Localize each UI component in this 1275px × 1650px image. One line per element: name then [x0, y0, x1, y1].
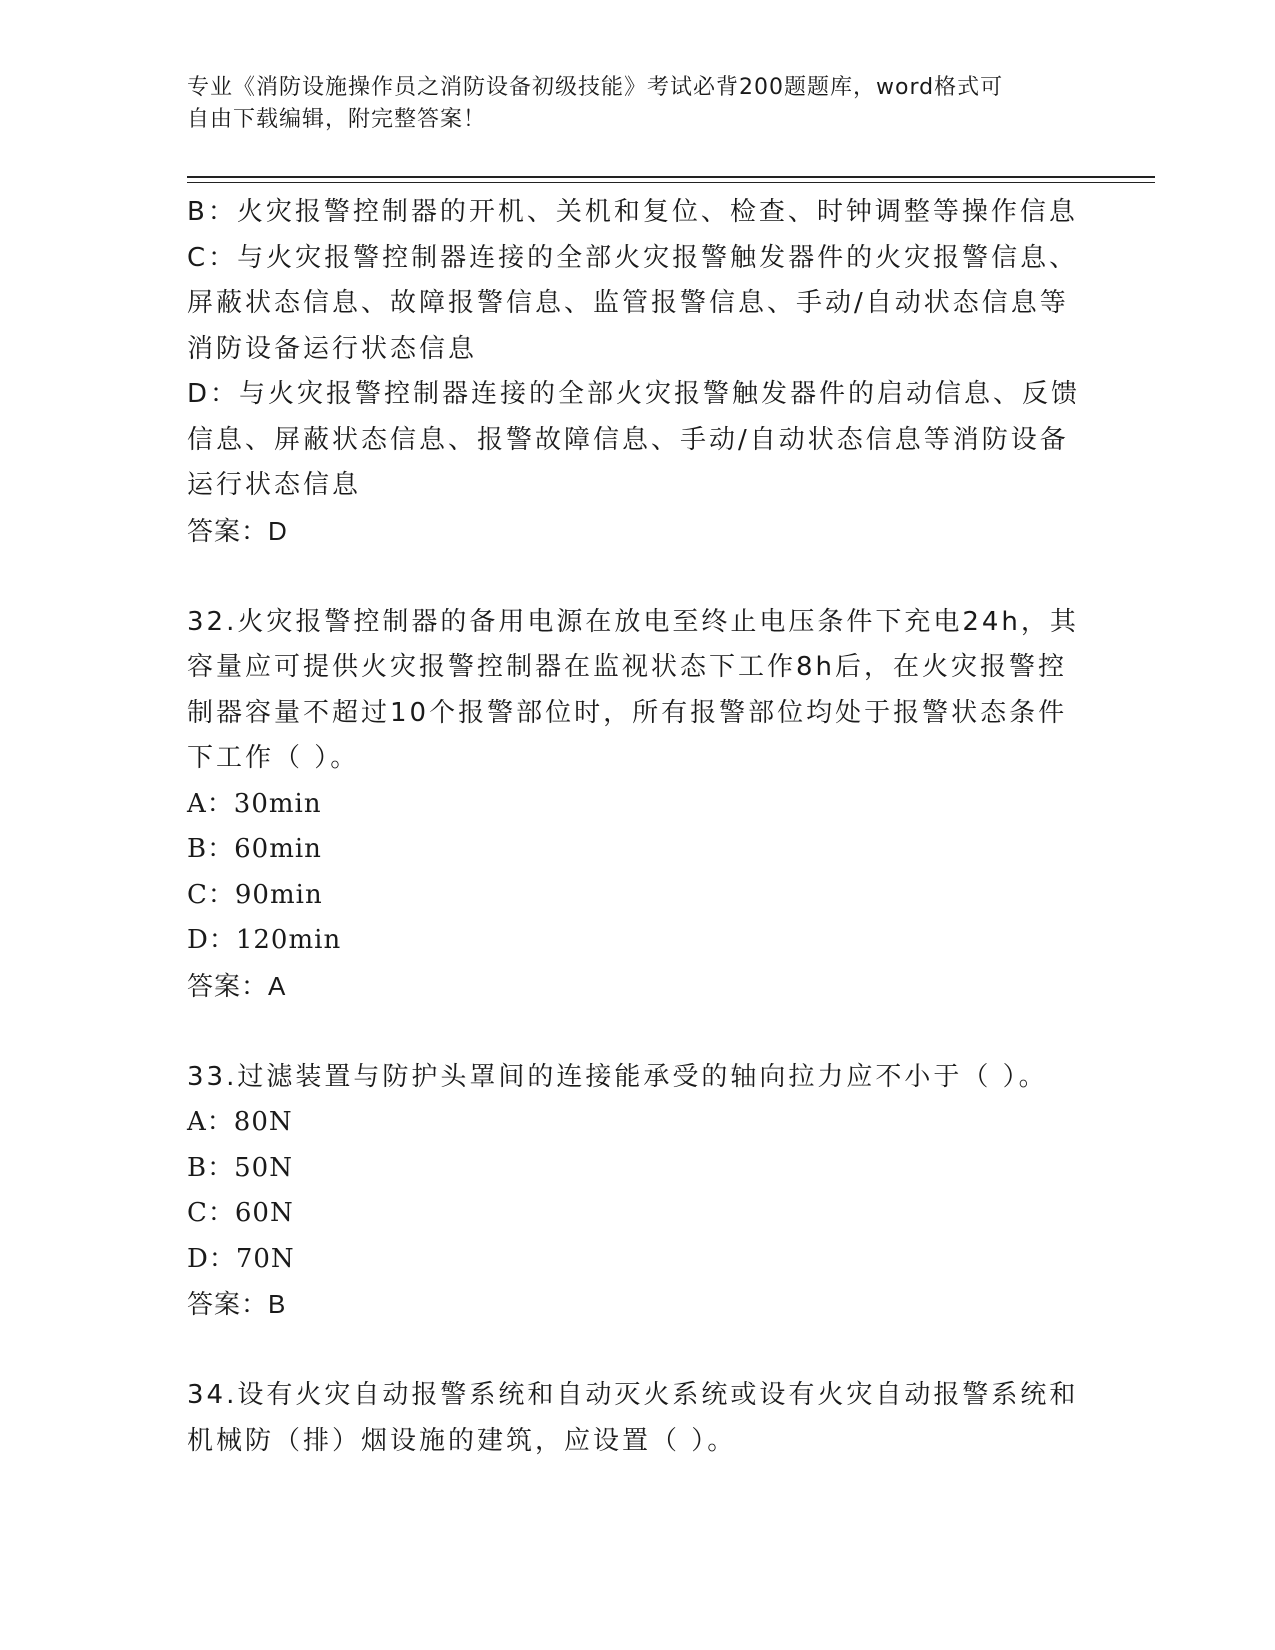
question-33-stem-line: 33.过滤装置与防护头罩间的连接能承受的轴向拉力应不小于（ ）。: [187, 1061, 1048, 1092]
question-32-option-d: D：120min: [187, 925, 342, 955]
header-divider-thin: [187, 182, 1155, 183]
question-32: [187, 600, 1087, 1010]
question-33-option-d: D：70N: [187, 1243, 295, 1274]
question-31-option-b: B：火灾报警控制器的开机、关机和复位、检查、时钟调整等操作信息: [187, 197, 1078, 227]
question-32-stem-line: 容量应可提供火灾报警控制器在监视状态下工作8h后，在火灾报警控: [187, 652, 1068, 682]
question-34: [187, 1373, 1087, 1464]
question-33-option-a: A：80N: [187, 1107, 293, 1137]
question-31-option-c-line: 消防设备运行状态信息: [187, 333, 478, 364]
question-31-tail: [187, 190, 1087, 554]
question-33-answer: 答案：B: [187, 1289, 287, 1319]
question-32-answer: 答案：A: [187, 970, 287, 1001]
page-header: [187, 72, 1067, 136]
question-31-option-d-line: D：与火灾报警控制器连接的全部火灾报警触发器件的启动信息、反馈: [187, 379, 1081, 409]
question-32-option-c: C：90min: [187, 879, 323, 910]
header-title-line-2: 自由下载编辑，附完整答案！: [187, 107, 487, 132]
question-33-option-b: B：50N: [187, 1152, 293, 1183]
question-34-stem-line: 34.设有火灾自动报警系统和自动灭火系统或设有火灾自动报警系统和: [187, 1380, 1079, 1410]
question-32-option-a: A：30min: [187, 788, 322, 819]
spacer: [187, 554, 1087, 600]
question-31-answer: 答案：D: [187, 515, 288, 546]
question-33: [187, 1055, 1087, 1328]
question-31-option-c-line: C：与火灾报警控制器连接的全部火灾报警触发器件的火灾报警信息、: [187, 242, 1079, 273]
question-34-stem-line: 机械防（排）烟设施的建筑，应设置（ ）。: [187, 1425, 737, 1456]
question-33-option-c: C：60N: [187, 1198, 294, 1228]
question-content: [187, 190, 1087, 1464]
question-31-option-d-line: 运行状态信息: [187, 470, 362, 500]
header-title-line-1: 专业《消防设施操作员之消防设备初级技能》考试必背200题题库，word格式可: [187, 75, 1004, 100]
question-32-option-b: B：60min: [187, 834, 322, 864]
question-31-option-c-line: 屏蔽状态信息、故障报警信息、监管报警信息、手动/自动状态信息等: [187, 288, 1069, 318]
spacer: [187, 1328, 1087, 1374]
question-32-stem-line: 下工作（ ）。: [187, 743, 360, 773]
spacer: [187, 1009, 1087, 1055]
question-32-stem-line: 制器容量不超过10个报警部位时，所有报警部位均处于报警状态条件: [187, 697, 1068, 728]
header-divider-thick: [187, 176, 1155, 178]
question-31-option-d-line: 信息、屏蔽状态信息、报警故障信息、手动/自动状态信息等消防设备: [187, 424, 1069, 455]
question-32-stem-line: 32.火灾报警控制器的备用电源在放电至终止电压条件下充电24h，其: [187, 606, 1079, 637]
